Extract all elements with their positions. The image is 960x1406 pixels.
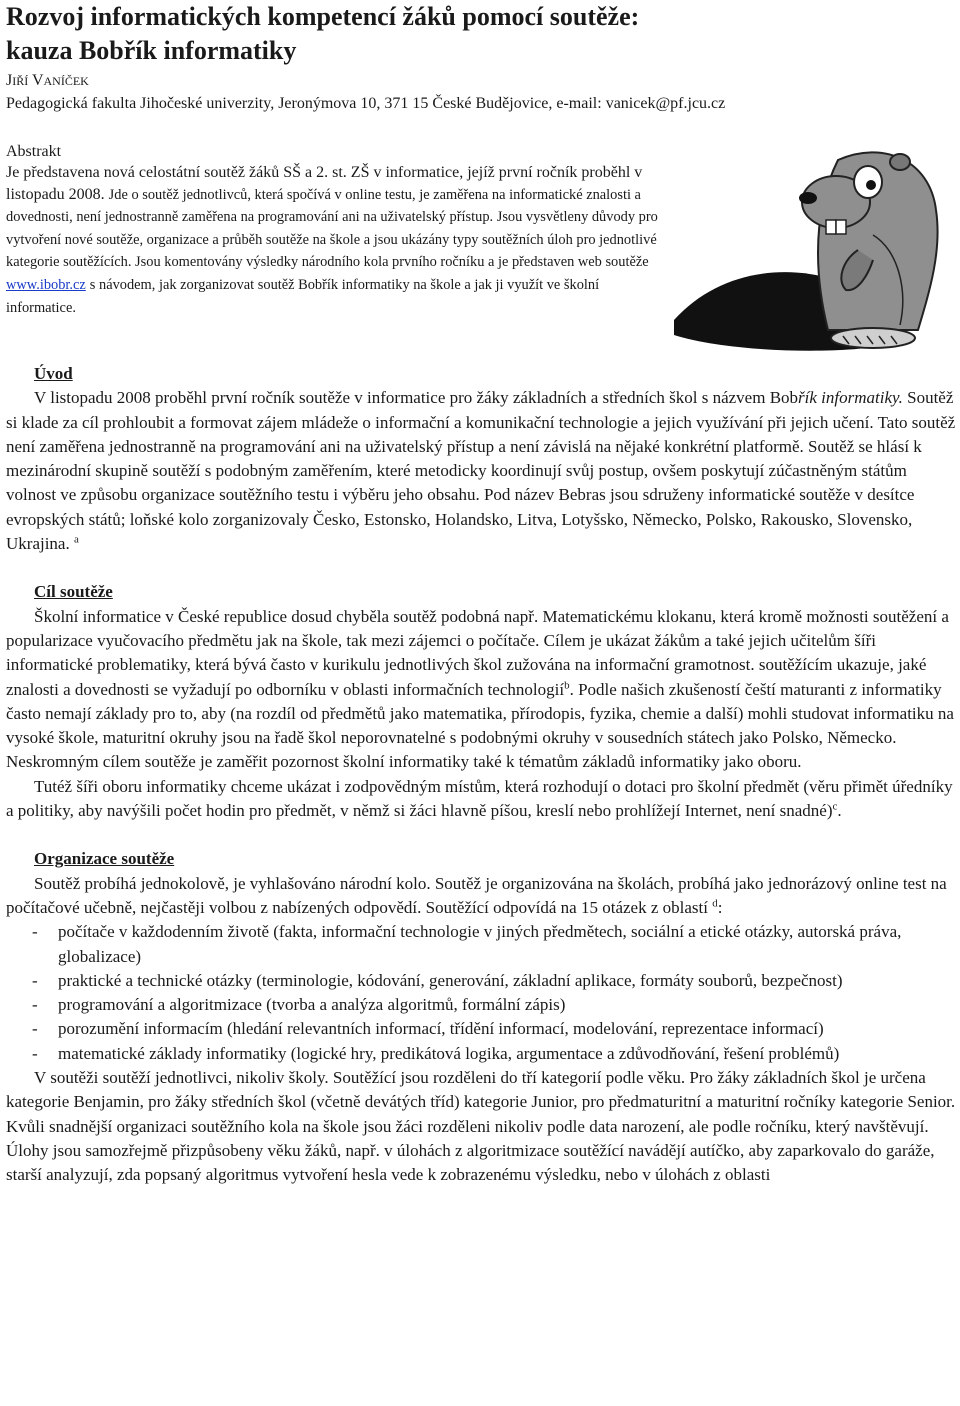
list-item: - počítače v každodenním životě (fakta, informační technologie v jiných předmětech, sociální a etické otázky, autorská práva, globalizace) — [6, 920, 956, 969]
topic-list — [6, 920, 956, 1066]
title-line-2: kauza Bobřík informatiky — [6, 36, 297, 65]
goal-paragraph-1: Školní informatice v České republice dosud chyběla soutěž podobná např. Matematickému klokanu, která kromě možnosti soutěžení a popularizace vyučovacího předmětu jak na škole, tak mezi zájemci o počítače. Cílem je ukázat žákům a také jejich učitelům šíři informatické problematiky, která bývá často v kurikulu jednotlivých škol zužována na informační gramotnost. soutěžícím ukazuje, jaké znalosti a dovednosti se vyžadují po odborníku v oblasti informačních technologií$^b$. Podle našich zkušeností čeští maturanti z informatiky často nemají základy pro to, aby (na rozdíl od předmětů jako matematika, přírodopis, fyzika, chemie a další) mohli studovat informatiku na vysoké škole, maturitní okruhy jsou na řadě škol neporovnatelné s podobnými okruhy v sousedních státech jako Polsko, Německo. Neskromným cílem soutěže je zaměřit pozornost školní informatiky také k tématům základů informatiky jako oboru. — [6, 606, 954, 772]
section-heading-organization: Organizace soutěže — [34, 849, 175, 869]
beaver-illustration — [668, 140, 960, 370]
list-item: - programování a algoritmizace (tvorba a analýza algoritmů, formální zápis) — [6, 993, 956, 1017]
paper-title — [6, 0, 906, 68]
abstract-text: Je představena nová celostátní soutěž žáků SŠ a 2. st. ZŠ v informatice, jejíž první ročník proběhl v listopadu 2008. Jde o soutěž jednotlivců, která spočívá v online testu, je zaměřena na informatické znalosti a dovednosti, není jednostranně zaměřena na programování ani na uživatelský přístup. Jsou vysvětleny důvody pro vytvoření nové soutěže, organizace a průběh soutěže na škole a jsou ukázány typy soutěžních úloh pro jednotlivé kategorie soutěžících. Jsou komentovány výsledky národního kola prvního ročníku a je představen web soutěže www.ibobr.cz s návodem, jak zorganizovat soutěž Bobřík informatiky na škole a jak ji využít ve školní informatice. — [6, 164, 658, 316]
website-link[interactable]: www.ibobr.cz — [6, 276, 86, 293]
author-affiliation: Pedagogická fakulta Jihočeské univerzity, Jeronýmova 10, 371 15 České Budějovice, e-mail: vanicek@pf.jcu.cz — [6, 95, 726, 112]
org-paragraph-2: V soutěži soutěží jednotlivci, nikoliv školy. Soutěžící jsou rozděleni do tří kategorií podle věku. Pro žáky základních škol je určena kategorie Benjamin, pro žáky středních škol (včetně devátých tříd) kategorie Junior, pro předmaturitní a maturitní ročníky kategorie Senior. Kvůli snadnější organizaci soutěžního kola na škole jsou žáci rozděleni nikoliv podle data narození, ale podle ročníku, který navštěvují. Úlohy jsou samozřejmě přizpůsobeny věku žáků, např. v úlohách z algoritmizace soutěžící navádějí autíčko, aby zaparkovalo do garáže, starší analyzují, zda popsaný algoritmus vytvoření hesla vede k zobrazenému výsledku, nebo v úlohách z oblasti — [6, 1068, 956, 1185]
list-item: - porozumění informacím (hledání relevantních informací, třídění informací, modelování, reprezentace informací) — [6, 1017, 956, 1041]
intro-paragraph: V listopadu 2008 proběhl první ročník soutěže v informatice pro žáky základních a středních škol s názvem Bobřík informatiky. Soutěž si klade za cíl prohloubit a formovat zájem mládeže o informační a komunikační technologie a jejich využívání při jejich učení. Tato soutěž není zaměřena jednostranně na programování ani na uživatelský přístup a není závislá na nějaké konkrétní platformě. Soutěž se hlásí k mezinárodní skupině soutěží s podobným zaměřením, které metodicky koordinují svůj postup, ovšem poskytují zúčastněným státům volnost ve způsobu organizace soutěžního testu i výběru jeho obsahu. Pod název Bebras jsou sdruženy informatické soutěže v desítce evropských států; loňské kolo zorganizovaly Česko, Estonsko, Holandsko, Litva, Lotyšsko, Německo, Polsko, Rakousko, Slovensko, Ukrajina. $^a$ — [6, 388, 956, 554]
section-heading-goal: Cíl soutěže — [34, 582, 113, 602]
goal-paragraph-2: Tutéž šíři oboru informatiky chceme ukázat i zodpovědným místům, která rozhodují o dotaci pro školní předmět (věru přimět úředníky a politiky, aby navýšili počet hodin pro předmět, v němž si žáci hlavně píšou, kreslí nebo prohlížejí Internet, není snadné)$^c$. — [6, 776, 953, 821]
title-line-1: Rozvoj informatických kompetencí žáků pomocí soutěže: — [6, 2, 640, 31]
list-item: - praktické a technické otázky (terminologie, kódování, generování, základní aplikace, formáty souborů, bezpečnost) — [6, 969, 956, 993]
section-heading-intro: Úvod — [34, 364, 73, 383]
author-name: JIŘÍ VANÍČEK — [6, 72, 89, 89]
main-body — [6, 362, 956, 1188]
org-paragraph-1: Soutěž probíhá jednokolově, je vyhlašováno národní kolo. Soutěž je organizována na školách, probíhá jako jednorázový online test na počítačové učebně, nejčastěji volbou z nabízených odpovědí. Soutěžící odpovídá na 15 otázek z oblastí $^d$: — [6, 873, 947, 917]
abstract-heading: Abstrakt — [6, 143, 62, 160]
list-item: - matematické základy informatiky (logické hry, predikátová logika, argumentace a zdůvodňování, řešení problémů) — [6, 1042, 956, 1066]
